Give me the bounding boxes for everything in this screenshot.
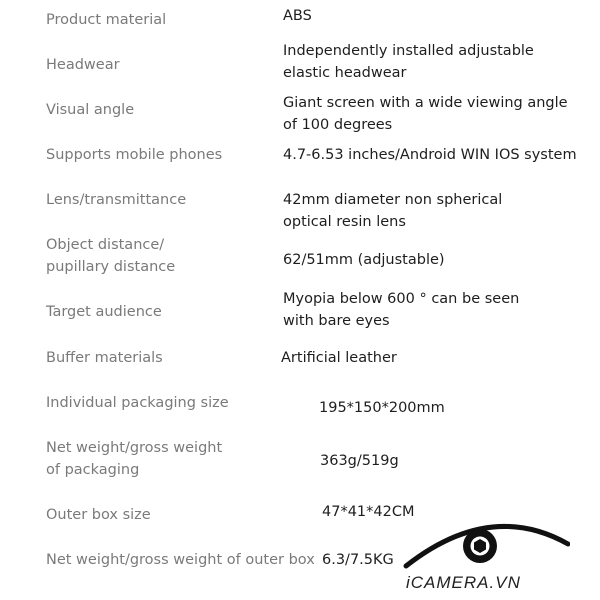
watermark-logo <box>400 508 570 598</box>
spec-label-packaging-weight: Net weight/gross weight of packaging <box>46 440 223 478</box>
spec-value-outer-box-size: 47*41*42CM <box>322 504 415 520</box>
spec-label-object-pupillary-distance: Object distance/ pupillary distance <box>46 237 176 275</box>
spec-label-visual-angle: Visual angle <box>46 102 135 118</box>
spec-value-supports-mobile-phones: 4.7-6.53 inches/Android WIN IOS system <box>283 147 577 163</box>
spec-value-product-material: ABS <box>283 8 312 24</box>
spec-label-buffer-materials: Buffer materials <box>46 350 163 366</box>
spec-label-supports-mobile-phones: Supports mobile phones <box>46 147 223 163</box>
spec-label-individual-packaging-size: Individual packaging size <box>46 395 229 411</box>
spec-value-packaging-weight: 363g/519g <box>320 453 399 469</box>
spec-value-headwear: Independently installed adjustable elastic headwear <box>283 43 534 81</box>
spec-label-outer-box-weight: Net weight/gross weight of outer box <box>46 552 315 568</box>
spec-value-outer-box-weight: 6.3/7.5KG <box>322 552 394 568</box>
camera-aperture-icon <box>400 508 570 573</box>
spec-value-object-pupillary-distance: 62/51mm (adjustable) <box>283 252 445 268</box>
spec-value-target-audience: Myopia below 600 ° can be seen with bare eyes <box>283 291 520 329</box>
watermark-text: iCAMERA.VN <box>406 573 521 592</box>
spec-label-headwear: Headwear <box>46 57 120 73</box>
spec-label-product-material: Product material <box>46 12 167 28</box>
spec-value-visual-angle: Giant screen with a wide viewing angle of 100 degrees <box>283 95 568 133</box>
spec-value-buffer-materials: Artificial leather <box>281 350 397 366</box>
spec-value-individual-packaging-size: 195*150*200mm <box>319 400 445 416</box>
spec-label-outer-box-size: Outer box size <box>46 507 151 523</box>
spec-label-lens-transmittance: Lens/transmittance <box>46 192 187 208</box>
spec-value-lens-transmittance: 42mm diameter non spherical optical resin lens <box>283 192 503 230</box>
spec-label-target-audience: Target audience <box>46 304 162 320</box>
